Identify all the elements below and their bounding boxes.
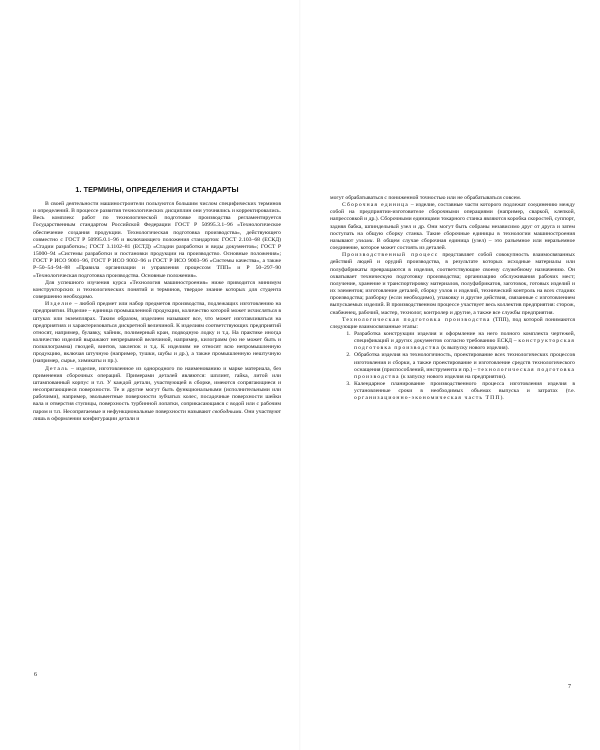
list-item: 3. Календарное планирование производственного процесса изготовления изделия в установленные сроки в необходимых объемах выпуска и затратах (т.е. организационно-экономическая часть ТПП). xyxy=(352,381,575,402)
tpp-stages-list xyxy=(330,331,575,403)
paragraph-tpp xyxy=(330,317,575,331)
production-process-text: представляет собой совокупность взаимосвязанных действий людей и орудий производства, в результате которых исходные материалы или полуфабрикаты превращаются в изделия, соответствующие своему служебному назначению. Он охватывает техническую подготовку производства; организацию обслуживания рабочих мест; получение, хранение и транспортировку материалов, полуфабрикатов, заготовок, готовых изделий и их элементов; изготовление деталей, сборку узлов и изделий, технический контроль на всех стадиях производства; разборку (если необходимо), упаковку и другие действия, связанные с изготовлением выпускаемых изделий. В производственном процессе участвует весь коллектив предприятия: сторож, снабженец, рабочий, мастер, технолог, контролер и другие, а также все службы предприятия. xyxy=(330,252,575,316)
term-part: Деталь xyxy=(45,365,69,372)
right-page xyxy=(300,0,600,750)
term-design-preparation: конструкторская подготовка производства xyxy=(354,338,575,352)
product-definition-text: – любой предмет или набор предметов производства, подлежащих изготовлению на предприятии. Изделие – единица промышленной продукции, количество которой может исчисляться в штуках или экземплярах. Таким образом, изделием называют все, что может изготавливаться на предприятиях и характеризоваться дискретной величиной. К изделиям соответствующих предприятий относят, например, булавку, чайник, полимерный кран, подводную лодку и т.д. На практике иногда количество изделий выражают непрерывной величиной, например, килограмм (но не может быть и полкилограмма) гвоздей, винтов, заклепок и т.д. К изделиям не относят всю непромышленную продукцию, включая штучную (например, тушки, шубы и др.), а также промышленную нештучную (например, сырье, химикаты и пр.). xyxy=(33,301,281,365)
paragraph-standards: В своей деятельности машиностроители пользуются большим числом специфических терминов и определений. В процессе развития технологических дисциплин они уточнялись и корректировались. Весь комплекс работ по технологической подготовке производства регламентируется Государственным стандартом Российской Федерации ГОСТ Р 50995.3.1–96 «Технологическое обеспечение создания продукции. Технологическая подготовка производства», действующего совместно с ГОСТ Р 50995.0.1–96 и включающего положения стандартов: ГОСТ 2.103–68 (ЕСКД) «Стадии разработки»; ГОСТ 3.1102–81 (ЕСТД) «Стадии разработки и виды документов»; ГОСТ Р 15000–94 «Системы разработки и постановки продукции на производство. Основные положения»; ГОСТ Р ИСО 9001–96, ГОСТ Р ИСО 9002–96 и ГОСТ Р ИСО 9003–96 «Системы качества», а также Р–50–54–94–88 «Правила организации и управления процессом ТПП» и Р 50–297–90 «Технологическая подготовка производства. Основные положения». xyxy=(33,201,281,279)
assembly-unit-end: . В общем случае сборочная единица (узел) – это разъемное или неразъемное соединение, которое может состоять из деталей. xyxy=(330,237,575,252)
term-technological-preparation: технологическая подготовка производства xyxy=(354,366,575,380)
left-text-column xyxy=(33,185,281,423)
page-number-left: 6 xyxy=(34,672,37,678)
paragraph-part-definition xyxy=(33,366,281,423)
term-product: Изделие xyxy=(45,301,73,308)
assembly-unit-text: – изделие, составные части которого подлежат соединению между собой на предприятии-изготовителе сборочными операциями (например, сваркой, клепкой, напрессовкой и др.). Сборочными единицами токарного станка являются коробка скоростей, суппорт, задняя бабка, шпиндельный узел и др. Они могут быть собраны независимо друг от друга и затем поступать на общую сборку станка. Такие сборочные единицы в технологии машиностроения называют xyxy=(330,202,575,244)
part-definition-text: – изделие, изготовленное из однородного по наименованию и марке материала, без применения сборочных операций. Примерами деталей являются: шплинт, гайка, литой или штампованный корпус и т.п. У каждой детали, участвующей в сборке, имеются сопрягающиеся и несопрягающиеся поверхности. Те и другие могут быть функциональными (исполнительными или рабочими), например, эвольвентные поверхности зубчатых колес, посадочные поверхности шейки вала и отверстия ступицы, поверхность турбинной лопатки, соприкасающаяся с водой или с рабочим паром и т.п. Несопрягаемые и нефункциональные поверхности называют xyxy=(33,365,281,415)
page-number-right: 7 xyxy=(568,684,571,690)
paragraph-course-intro: Для успешного изучения курса «Технология машиностроения» ниже приводится минимум конструкторских и технологических понятий и терминов, твердое знание которых для студента совершенно необходимо. xyxy=(33,279,281,301)
list-item: 1. Разработка конструкции изделия и оформление на него полного комплекта чертежей, спецификаций и других документов согласно требованию ЕСКД – конструкторская подготовка производства (к выпуску нового изделия). xyxy=(352,331,575,352)
section-title: 1. ТЕРМИНЫ, ОПРЕДЕЛЕНИЯ И СТАНДАРТЫ xyxy=(75,185,239,194)
paragraph-assembly-unit xyxy=(330,202,575,252)
paragraph-product-definition xyxy=(33,301,281,365)
list-item: 2. Обработка изделия на технологичность, проектирование всех технологических процессов изготовления и сборки, а также проектирование и изготовление средств технологического оснащения (приспособлений, инструмента и пр.) – технологическая подготовка производства (к запуску нового изделия на предприятии). xyxy=(352,352,575,381)
tpp-text: (ТПП), под которой понимаются следующие взаимосвязанные этапы: xyxy=(330,316,576,330)
right-text-column xyxy=(330,195,575,403)
term-nodes: узлами xyxy=(356,237,373,244)
part-definition-end: . Они участвуют лишь в оформлении конфигурации детали и xyxy=(33,408,281,422)
term-production-process: Производственный процесс xyxy=(342,252,439,259)
paragraph-continuation: могут обрабатываться с пониженной точностью или не обрабатываться совсем. xyxy=(330,195,522,201)
paragraph-production-process xyxy=(330,252,575,316)
term-assembly-unit: Сборочная единица xyxy=(342,202,409,209)
term-free-surfaces: свободными xyxy=(212,408,242,415)
term-organizational-part: организационно-экономическая часть ТПП xyxy=(354,395,501,402)
term-tpp: Технологическая подготовка производства xyxy=(342,316,491,323)
